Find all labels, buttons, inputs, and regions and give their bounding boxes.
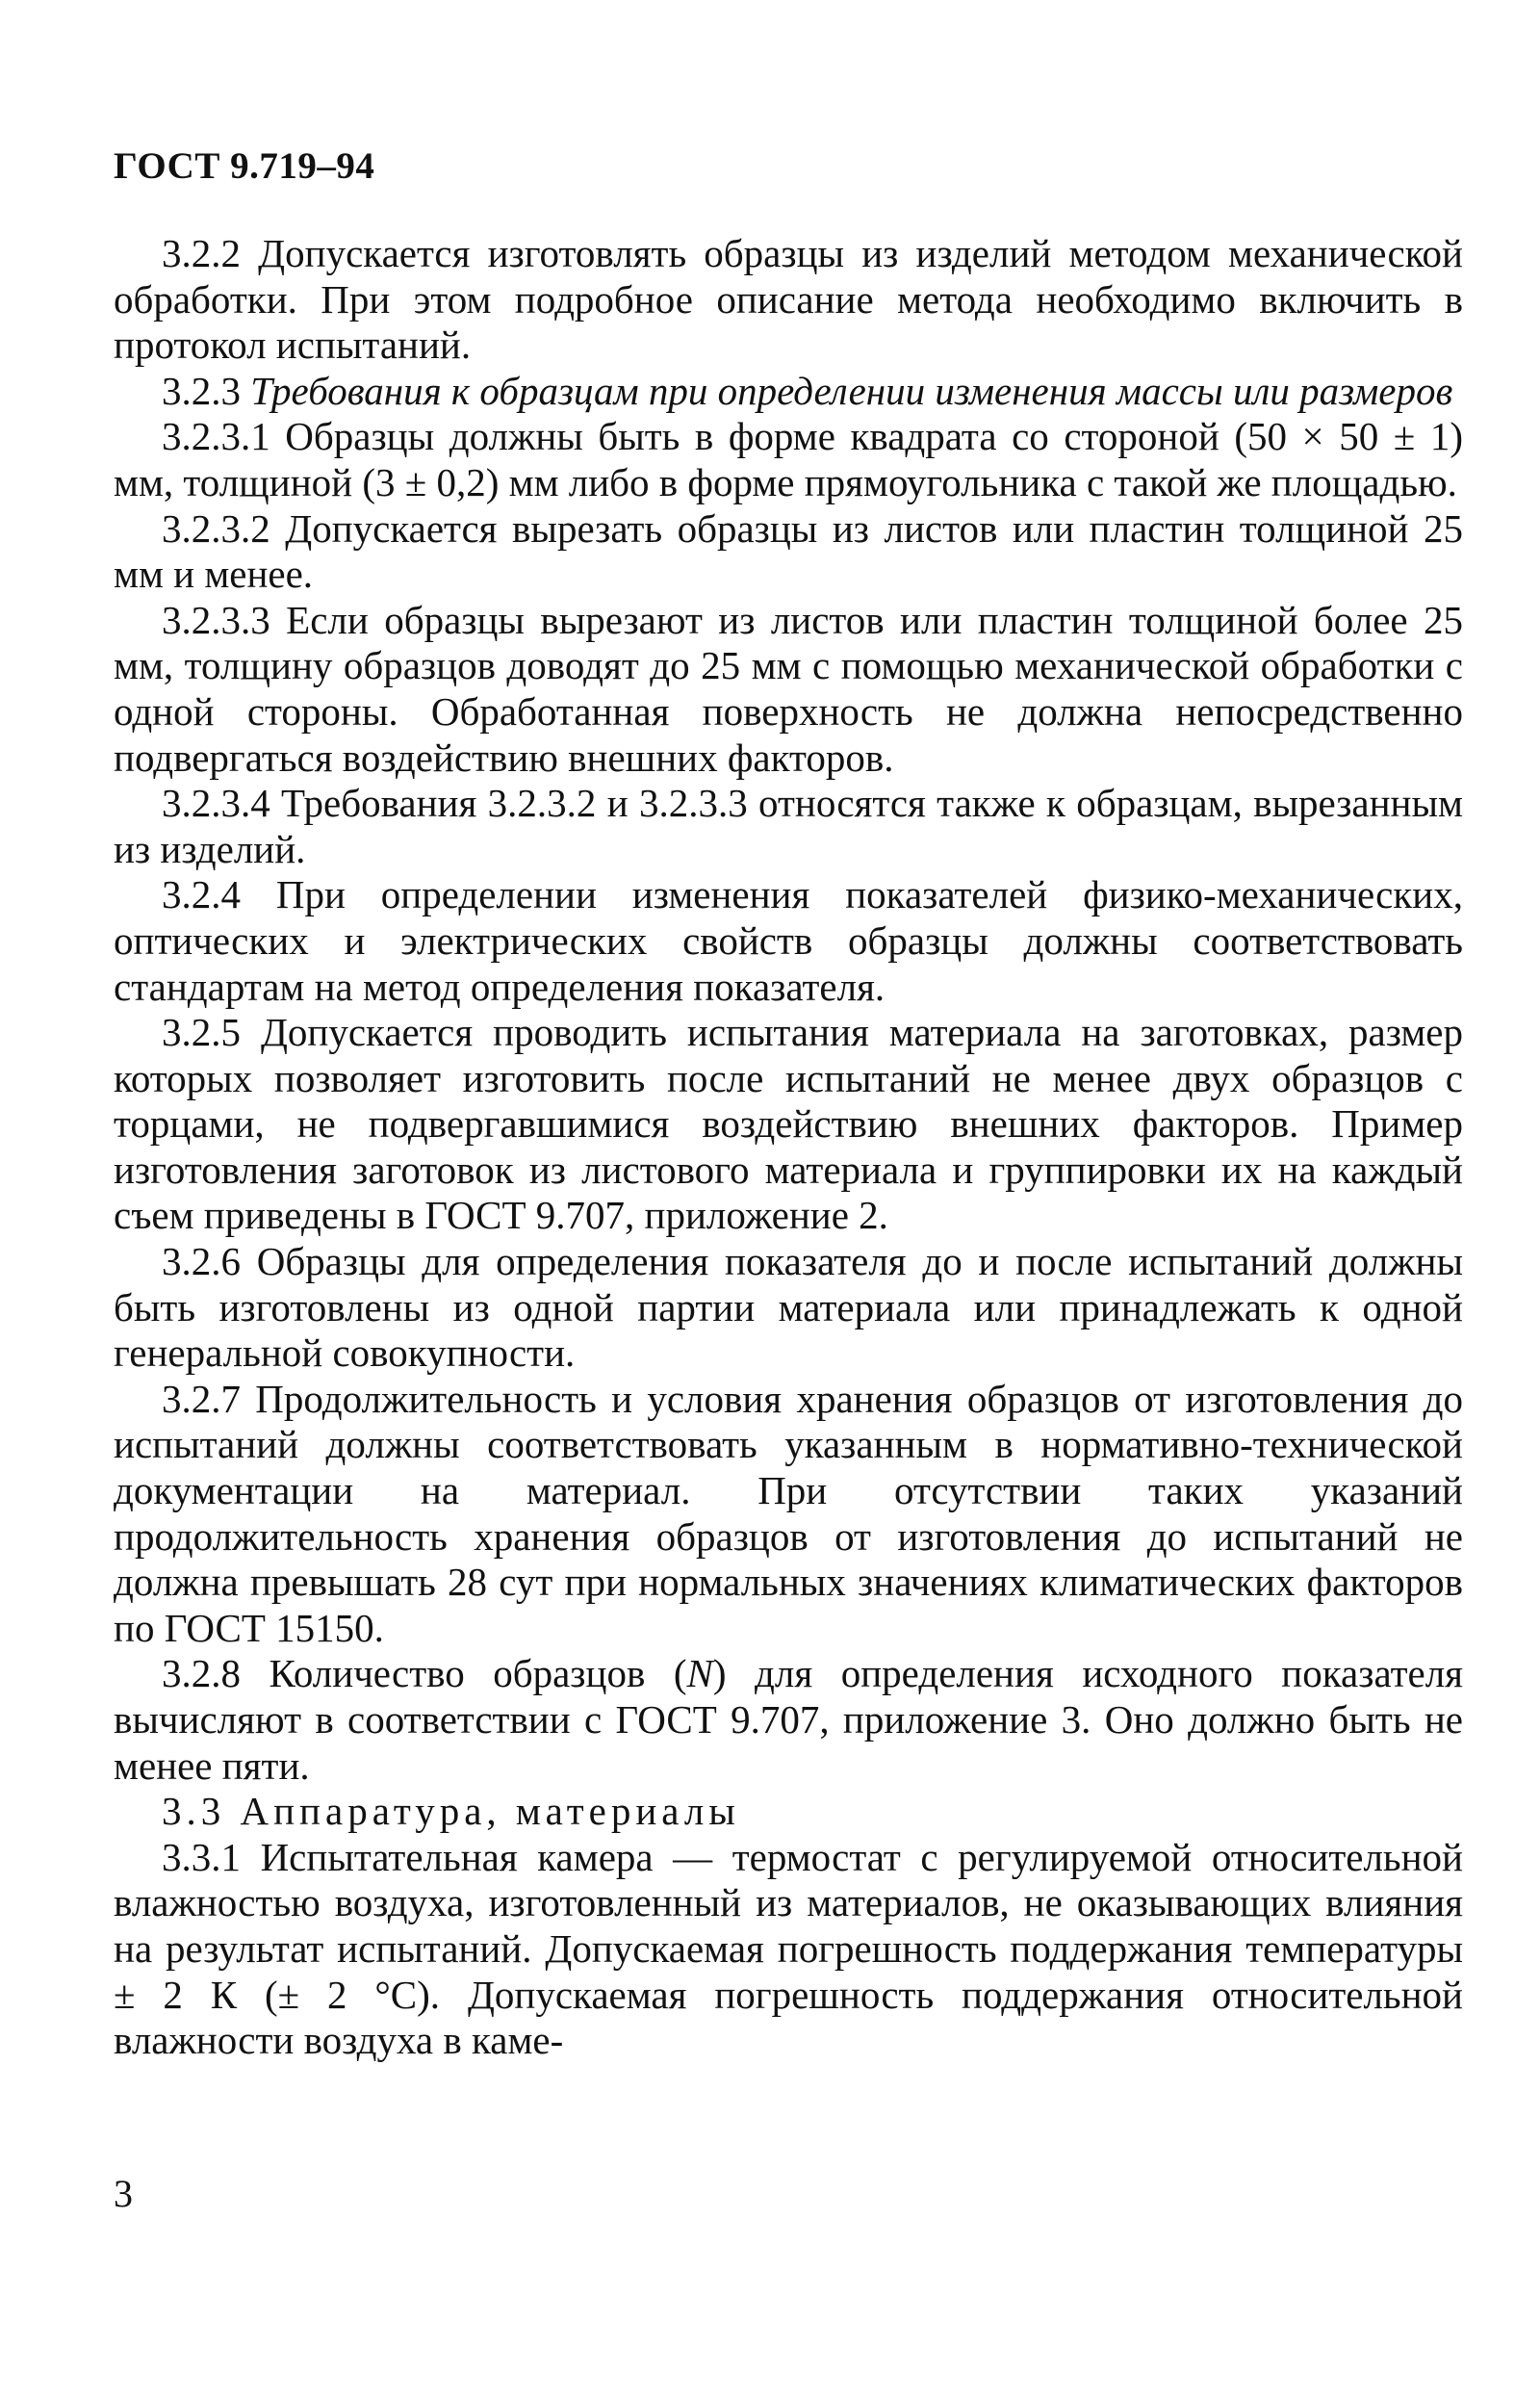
paragraph-3-2-5: 3.2.5 Допускается проводить испытания материала на заготовках, размер которых позволяет изготовить после испытаний не менее двух образцов с торцами, не подвергавшимися воздействию внешних факторов. Пример изготовления заготовок из листового материала и группировки их на каждый съем приведены в ГОСТ 9.707, приложение 2. (114, 1010, 1463, 1238)
document-body (114, 231, 1463, 2064)
paragraph-3-2-3-4: 3.2.3.4 Требования 3.2.3.2 и 3.2.3.3 относятся также к образцам, вырезанным из изделий. (114, 781, 1463, 871)
document-header: ГОСТ 9.719–94 (114, 145, 375, 187)
variable-n: N (686, 1651, 713, 1696)
paragraph-text: ) для определения исходного показателя вычисляют в соответствии с ГОСТ 9.707, приложение 3. Оно должно быть не менее пяти. (114, 1651, 1464, 1788)
paragraph-3-2-7: 3.2.7 Продолжительность и условия хранения образцов от изготовления до испытаний должны соответствовать указанным в нормативно-технической документации на материал. При отсутствии таких указаний продолжительность хранения образцов от изготовления до испытаний не должна превышать 28 сут при нормальных значениях климатических факторов по ГОСТ 15150. (114, 1376, 1463, 1650)
paragraph-3-2-2: 3.2.2 Допускается изготовлять образцы из изделий методом механической обработки. При этом подробное описание метода необходимо включить в протокол испытаний. (114, 231, 1463, 368)
paragraph-3-2-8 (114, 1651, 1463, 1789)
paragraph-3-2-3-1: 3.2.3.1 Образцы должны быть в форме квадрата со стороной (50 × 50 ± 1) мм, толщиной (3 ± 0,2) мм либо в форме прямоугольника с такой же площадью. (114, 414, 1463, 504)
paragraph-3-2-3-2: 3.2.3.2 Допускается вырезать образцы из листов или пластин толщиной 25 мм и менее. (114, 505, 1463, 597)
paragraph-3-2-6: 3.2.6 Образцы для определения показателя до и после испытаний должны быть изготовлены из одной партии материала или принадлежать к одной генеральной совокупности. (114, 1239, 1463, 1376)
paragraph-3-2-3-3: 3.2.3.3 Если образцы вырезают из листов или пластин толщиной более 25 мм, толщину образцов доводят до 25 мм с помощью механической обработки с одной стороны. Обработанная поверхность не должна непосредственно подвергаться воздействию внешних факторов. (114, 597, 1463, 780)
page-number: 3 (114, 2172, 133, 2215)
paragraph-text: 3.2.8 Количество образцов ( (162, 1651, 687, 1696)
paragraph-3-3-1: 3.3.1 Испытательная камера — термостат с регулируемой относительной влажностью воздуха, изготовленный из материалов, не оказывающих влияния на результат испытаний. Допускаемая погрешность поддержания температуры ± 2 К (± 2 °С). Допускаемая погрешность поддержания относительной влажности воздуха в каме- (114, 1834, 1463, 2063)
section-heading-3-3: 3.3 Аппаратура, материалы (162, 1789, 740, 1834)
section-title: Требования к образцам при определении изменения массы или размеров (250, 368, 1453, 413)
paragraph-3-2-4: 3.2.4 При определении изменения показателей физико-механических, оптических и электрических свойств образцы должны соответствовать стандартам на метод определения показателя. (114, 872, 1463, 1009)
paragraph-3-2-3 (114, 369, 1463, 415)
section-number: 3.2.3 (162, 368, 241, 413)
